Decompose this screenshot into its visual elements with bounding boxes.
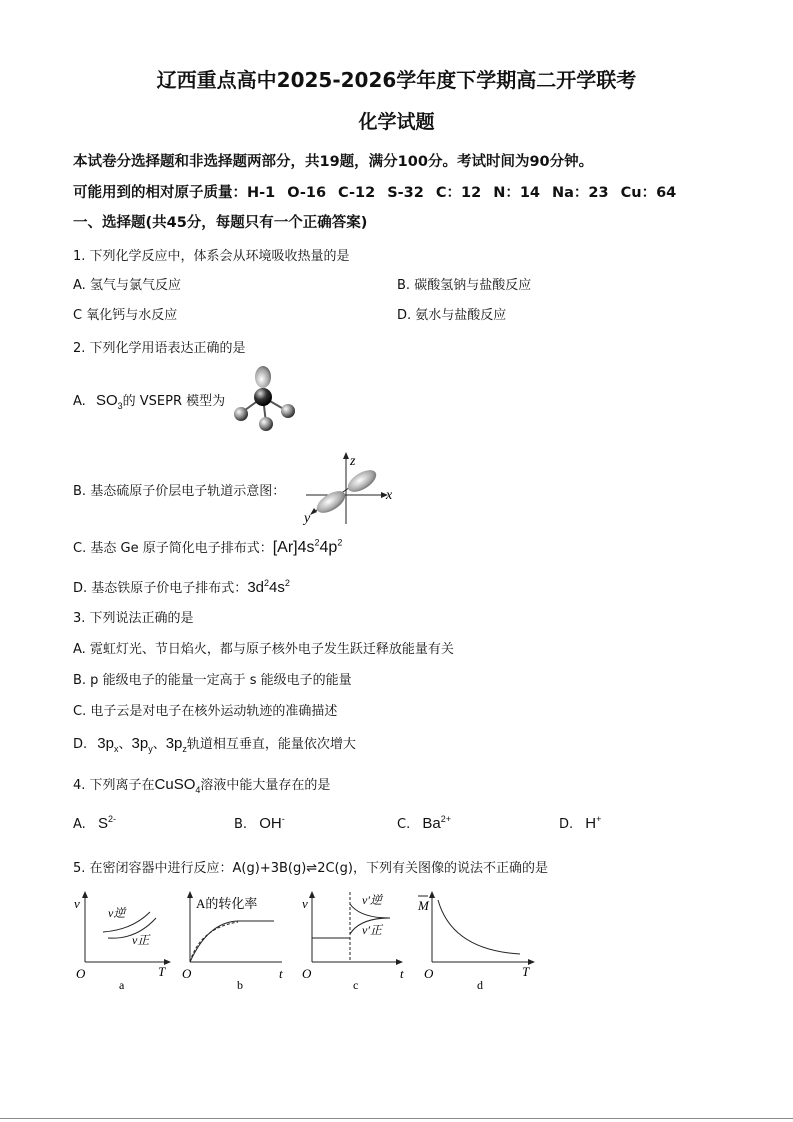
svg-text:O: O xyxy=(302,966,312,981)
svg-text:v: v xyxy=(302,896,308,911)
question-5-graphs xyxy=(70,888,550,996)
atomic-mass: C-12 xyxy=(338,185,376,201)
svg-text:b: b xyxy=(237,978,243,992)
svg-text:A的转化率: A的转化率 xyxy=(196,896,258,911)
atomic-mass: N：14 xyxy=(493,185,541,201)
svg-text:v: v xyxy=(74,896,80,911)
svg-text:d: d xyxy=(477,978,483,992)
graph-c xyxy=(302,892,404,992)
question-1-option-d: D. 氨水与盐酸反应 xyxy=(397,308,507,323)
question-1-option-a: A. 氢气与氯气反应 xyxy=(73,278,181,293)
svg-text:O: O xyxy=(76,966,86,981)
svg-text:v正: v正 xyxy=(132,933,150,947)
axis-x-label: x xyxy=(386,488,393,503)
atomic-masses-label: 可能用到的相对原子质量： xyxy=(73,185,247,201)
question-2-stem: 2. 下列化学用语表达正确的是 xyxy=(73,341,246,356)
question-3-option-c: C. 电子云是对电子在核外运动轨迹的准确描述 xyxy=(73,704,338,719)
svg-text:a: a xyxy=(119,978,125,992)
question-1-option-b: B. 碳酸氢钠与盐酸反应 xyxy=(397,278,532,293)
svg-text:O: O xyxy=(424,966,434,981)
svg-text:T: T xyxy=(158,964,166,979)
svg-text:v′逆: v′逆 xyxy=(362,893,382,907)
axis-y-label: y xyxy=(304,511,311,526)
question-4-option-b: B. OH- xyxy=(234,814,285,832)
atomic-mass: Cu：64 xyxy=(620,185,677,201)
vsepr-model-image xyxy=(229,365,301,435)
atomic-mass: S-32 xyxy=(387,185,424,201)
graph-a xyxy=(74,894,168,992)
question-5-stem: 5. 在密闭容器中进行反应：A(g)+3B(g)⇌2C(g)，下列有关图像的说法不正确的是 xyxy=(73,861,548,876)
question-2-option-d: D. 基态铁原子价电子排布式：$3d^24s^2$ xyxy=(73,578,290,596)
exam-instructions: 本试卷分选择题和非选择题两部分，共19题，满分100分。考试时间为90分钟。 xyxy=(73,154,594,170)
atomic-masses-line xyxy=(73,181,688,202)
atomic-mass: Na：23 xyxy=(552,185,609,201)
graph-d xyxy=(417,894,532,992)
svg-text:v′正: v′正 xyxy=(362,923,382,937)
svg-text:t: t xyxy=(279,966,283,981)
sulfur-orbital-diagram xyxy=(300,450,400,526)
exam-title: 辽西重点高中2025-2026学年度下学期高二开学联考 xyxy=(156,68,637,92)
axis-z-label: z xyxy=(350,454,356,469)
question-4-option-c: C. $Ba^{2+}$ xyxy=(397,814,451,832)
question-3-option-b: B. p 能级电子的能量一定高于 s 能级电子的能量 xyxy=(73,673,352,688)
question-2-option-b: B. 基态硫原子价层电子轨道示意图： xyxy=(73,484,286,499)
graph-b xyxy=(182,894,283,992)
atomic-mass: O-16 xyxy=(287,185,327,201)
question-2-option-c: C. 基态 Ge 原子简化电子排布式：$[Ar]4s^24p^2$ xyxy=(73,537,343,556)
question-3-option-d: D. $3p_x$、$3p_y$、$3p_z$轨道相互垂直，能量依次增大 xyxy=(73,735,356,754)
question-4-option-a: A. $S^{2-}$ xyxy=(73,814,116,832)
question-1-stem: 1. 下列化学反应中，体系会从环境吸收热量的是 xyxy=(73,249,350,264)
svg-text:t: t xyxy=(400,966,404,981)
svg-text:O: O xyxy=(182,966,192,981)
svg-text:v逆: v逆 xyxy=(108,906,126,920)
svg-text:c: c xyxy=(353,978,359,992)
exam-subtitle: 化学试题 xyxy=(358,111,435,133)
question-3-option-a: A. 霓虹灯光、节日焰火，都与原子核外电子发生跃迁释放能量有关 xyxy=(73,642,454,657)
question-4-stem: 4. 下列离子在CuSO$_4$溶液中能大量存在的是 xyxy=(73,776,331,795)
question-2-option-a: A. $SO_3$的 VSEPR 模型为 xyxy=(73,392,226,411)
question-3-stem: 3. 下列说法正确的是 xyxy=(73,611,194,626)
atomic-mass: H-1 xyxy=(247,185,276,201)
svg-text:T: T xyxy=(522,964,530,979)
section-heading: 一、选择题(共45分，每题只有一个正确答案) xyxy=(73,215,368,231)
atomic-mass: C：12 xyxy=(435,185,482,201)
page-bottom-divider xyxy=(0,1118,793,1119)
question-1-option-c: C 氧化钙与水反应 xyxy=(73,308,178,323)
svg-text:M: M xyxy=(418,898,429,913)
question-4-option-d: D. H+ xyxy=(559,814,602,832)
